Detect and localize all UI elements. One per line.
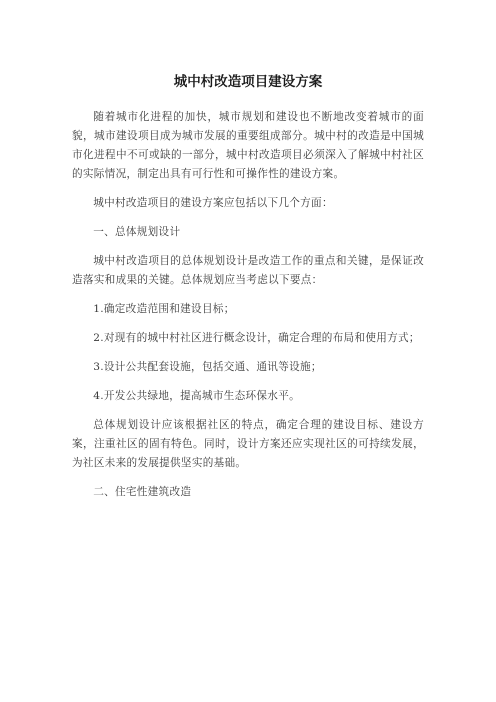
- paragraph-intro: 随着城市化进程的加快，城市规划和建设也不断地改变着城市的面貌，城市建设项目成为城市发展的重要组成部分。城中村的改造是中国城市化进程中不可或缺的一部分，城中村改造项目必须深入了解城中村社区的实际情况，制定出具有可行性和可操作性的建设方案。: [72, 111, 424, 180]
- paragraph-overview: 城中村改造项目的建设方案应包括以下几个方面：: [93, 197, 333, 209]
- list-item-4: 4.开发公共绿地，提高城市生态环保水平。: [93, 390, 300, 402]
- section-heading-1: 一、总体规划设计: [93, 226, 181, 238]
- paragraph-planning-summary: 总体规划设计应该根据社区的特点，确定合理的建设目标、建设方案，注重社区的固有特色。同时，设计方案还应实现社区的可持续发展，为社区未来的发展提供坚实的基础。: [72, 419, 424, 469]
- section-heading-2: 二、住宅性建筑改造: [93, 486, 192, 498]
- list-item-1: 1.确定改造范围和建设目标；: [93, 303, 235, 315]
- list-item-3: 3.设计公共配套设施，包括交通、通讯等设施；: [93, 361, 322, 373]
- document-body: [72, 108, 424, 512]
- list-item-2: 2.对现有的城中村社区进行概念设计，确定合理的布局和使用方式；: [93, 332, 420, 344]
- paragraph-planning: 城中村改造项目的总体规划设计是改造工作的重点和关键，是保证改造落实和成果的关键。总体规划应当考虑以下要点：: [72, 255, 424, 286]
- document-title: 城中村改造项目建设方案: [173, 74, 323, 90]
